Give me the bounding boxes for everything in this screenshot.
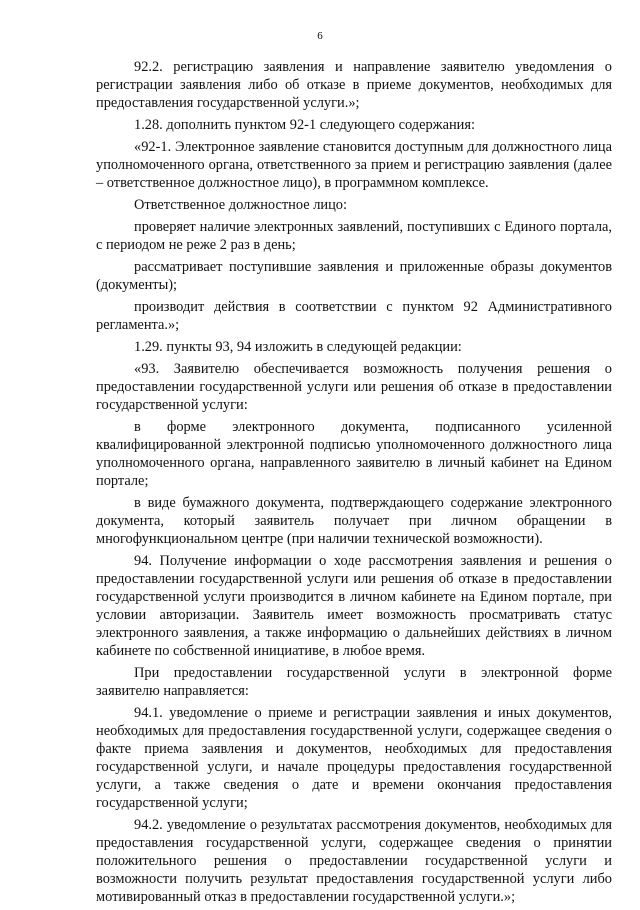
paragraph: 92.2. регистрацию заявления и направление заявителю уведомления о регистрации заявления либо об отказе в приеме документов, необходимых для предоставления государственной услуги.»; — [96, 59, 612, 111]
paragraph: 94.1. уведомление о приеме и регистрации заявления и иных документов, необходимых для предоставления государственной услуги, содержащее сведения о факте приема заявления и документов, необходимых для предоставления государственной услуги, и начале процедуры предоставления государственной услуги, а также сведения о дате и времени окончания предоставления государственной услуги; — [96, 705, 612, 811]
paragraph: 94.2. уведомление о результатах рассмотрения документов, необходимых для предоставления государственной услуги, содержащее сведения о принятии положительного решения о предоставлении государственной услуги и возможности получить результат предоставления государственной услуги либо мотивированный отказ в предоставлении государственной услуги.»; — [96, 817, 612, 905]
page-number: 6 — [317, 30, 323, 42]
document-body — [96, 58, 612, 910]
paragraph: проверяет наличие электронных заявлений, поступивших с Единого портала, с периодом не реже 2 раз в день; — [96, 219, 612, 253]
paragraph: 1.28. дополнить пунктом 92-1 следующего содержания: — [134, 117, 475, 133]
paragraph: Ответственное должностное лицо: — [134, 197, 347, 213]
paragraph: 94. Получение информации о ходе рассмотрения заявления и решения о предоставлении государственной услуги или решения об отказе в предоставлении государственной услуги производится в личном кабинете на Едином портале, при условии авторизации. Заявитель имеет возможность просматривать статус электронного заявления, а также информацию о дальнейших действиях в личном кабинете по собственной инициативе, в любое время. — [96, 553, 612, 659]
paragraph: «92-1. Электронное заявление становится доступным для должностного лица уполномоченного органа, ответственного за прием и регистрацию заявления (далее – ответственное должностное лицо), в программном комплексе. — [96, 139, 612, 191]
paragraph: «93. Заявителю обеспечивается возможность получения решения о предоставлении государственной услуги или решения об отказе в предоставлении государственной услуги: — [96, 361, 612, 413]
paragraph: в виде бумажного документа, подтверждающего содержание электронного документа, который заявитель получает при личном обращении в многофункциональном центре (при наличии технической возможности). — [96, 495, 612, 547]
paragraph: в форме электронного документа, подписанного усиленной квалифицированной электронной подписью уполномоченного должностного лица уполномоченного органа, направленного заявителю в личный кабинет на Едином портале; — [96, 419, 612, 489]
paragraph: 1.29. пункты 93, 94 изложить в следующей редакции: — [134, 339, 462, 355]
paragraph: производит действия в соответствии с пунктом 92 Административного регламента.»; — [96, 299, 612, 333]
paragraph: При предоставлении государственной услуги в электронной форме заявителю направляется: — [96, 665, 612, 699]
paragraph: рассматривает поступившие заявления и приложенные образы документов (документы); — [96, 259, 612, 293]
